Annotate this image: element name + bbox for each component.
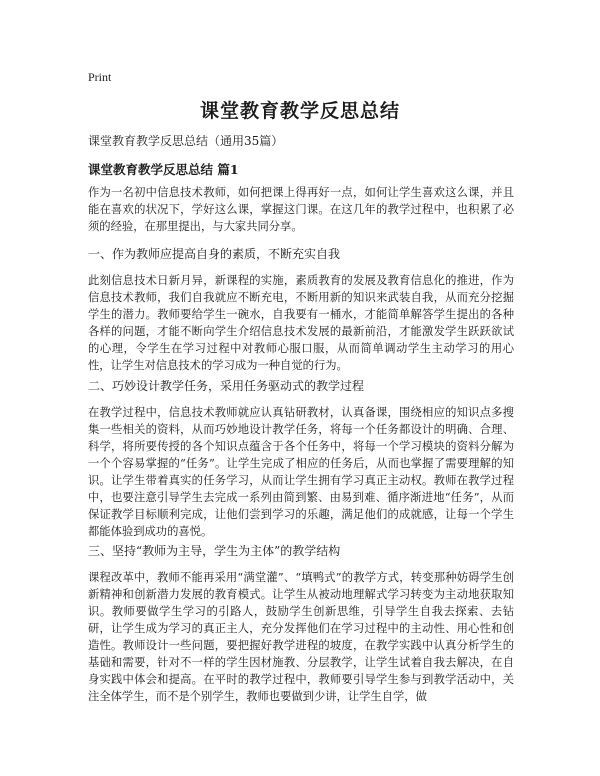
print-link[interactable]: Print <box>88 70 112 84</box>
intro-paragraph: 作为一名初中信息技术教师，如何把课上得再好一点，如何让学生喜欢这么课，并且能在喜欢的状况下，学好这么课，掌握这门课。在这几年的教学过程中，也积累了必须的经验，在那里提出，与大家共同分享。 <box>88 186 514 233</box>
point-heading-2: 二、巧妙设计教学任务，采用任务驱动式的教学过程 <box>88 379 365 393</box>
document-subtitle: 课堂教育教学反思总结（通用35篇） <box>88 134 284 148</box>
section-heading: 课堂教育教学反思总结 篇1 <box>88 162 239 177</box>
point-body-1: 此刻信息技术日新月异，新课程的实施，素质教育的发展及教育信息化的推进，作为信息技术教师，我们自我就应不断充电，不断用新的知识来武装自我，从而充分挖掘学生的潜力。教师要给学生一碗水，自我要有一桶水，才能简单解答学生提出的各种各样的问题，才能不断向学生介绍信息技术发展的最新前沿，才能激发学生跃跃欲试的心理，令学生在学习过程中对教师心服口服，从而简单调动学生主动学习的用心性，让学生对信息技术的学习成为一种自觉的行为。 <box>88 274 514 372</box>
point-body-3: 课程改革中，教师不能再采用“满堂灌”、“填鸭式”的教学方式，转变那种妨碍学生创新精神和创新潜力发展的教育模式。让学生从被动地理解式学习转变为主动地获取知识。教师要做学生学习的引路人，鼓励学生创新思维，引导学生自我去探索、去钻研，让学生成为学习的真正主人，充分发挥他们在学习过程中的主动性、用心性和创造性。教师设计一些问题，要把握好教学进程的坡度，在教学实践中认真分析学生的基础和需要，针对不一样的学生因材施教、分层教学，让学生试着自我去解决，在自身实践中体会和提高。在平时的教学过程中，教师要引导学生参与到教学活动中，关注全体学生，而不是个别学生，教师也要做到少讲，让学生自学，做 <box>88 571 514 703</box>
point-body-2: 在教学过程中，信息技术教师就应认真钻研教材，认真备课，围绕相应的知识点多搜集一些相关的资料，从而巧妙地设计教学任务，将每一个任务都设计的明确、合理、科学，将所要传授的各个知识点蕴含于各个任务中，将每一个学习模块的资料分解为一个个容易掌握的“任务”。让学生完成了相应的任务后，从而也掌握了需要理解的知识。让学生带着真实的任务学习，从而让学生拥有学习真正主动权。教师在教学过程中，也要注意引导学生去完成一系列由简到繁、由易到难、循序渐进地“任务”，从而保证教学目标顺利完成，让他们尝到学习的乐趣，满足他们的成就感，让每一个学生都能体验到成功的喜悦。 <box>88 406 514 538</box>
point-heading-1: 一、作为教师应提高自身的素质，不断充实自我 <box>88 247 341 261</box>
point-heading-3: 三、坚持“教师为主导，学生为主体”的教学结构 <box>88 544 341 558</box>
page-title: 课堂教育教学反思总结 <box>199 100 400 122</box>
